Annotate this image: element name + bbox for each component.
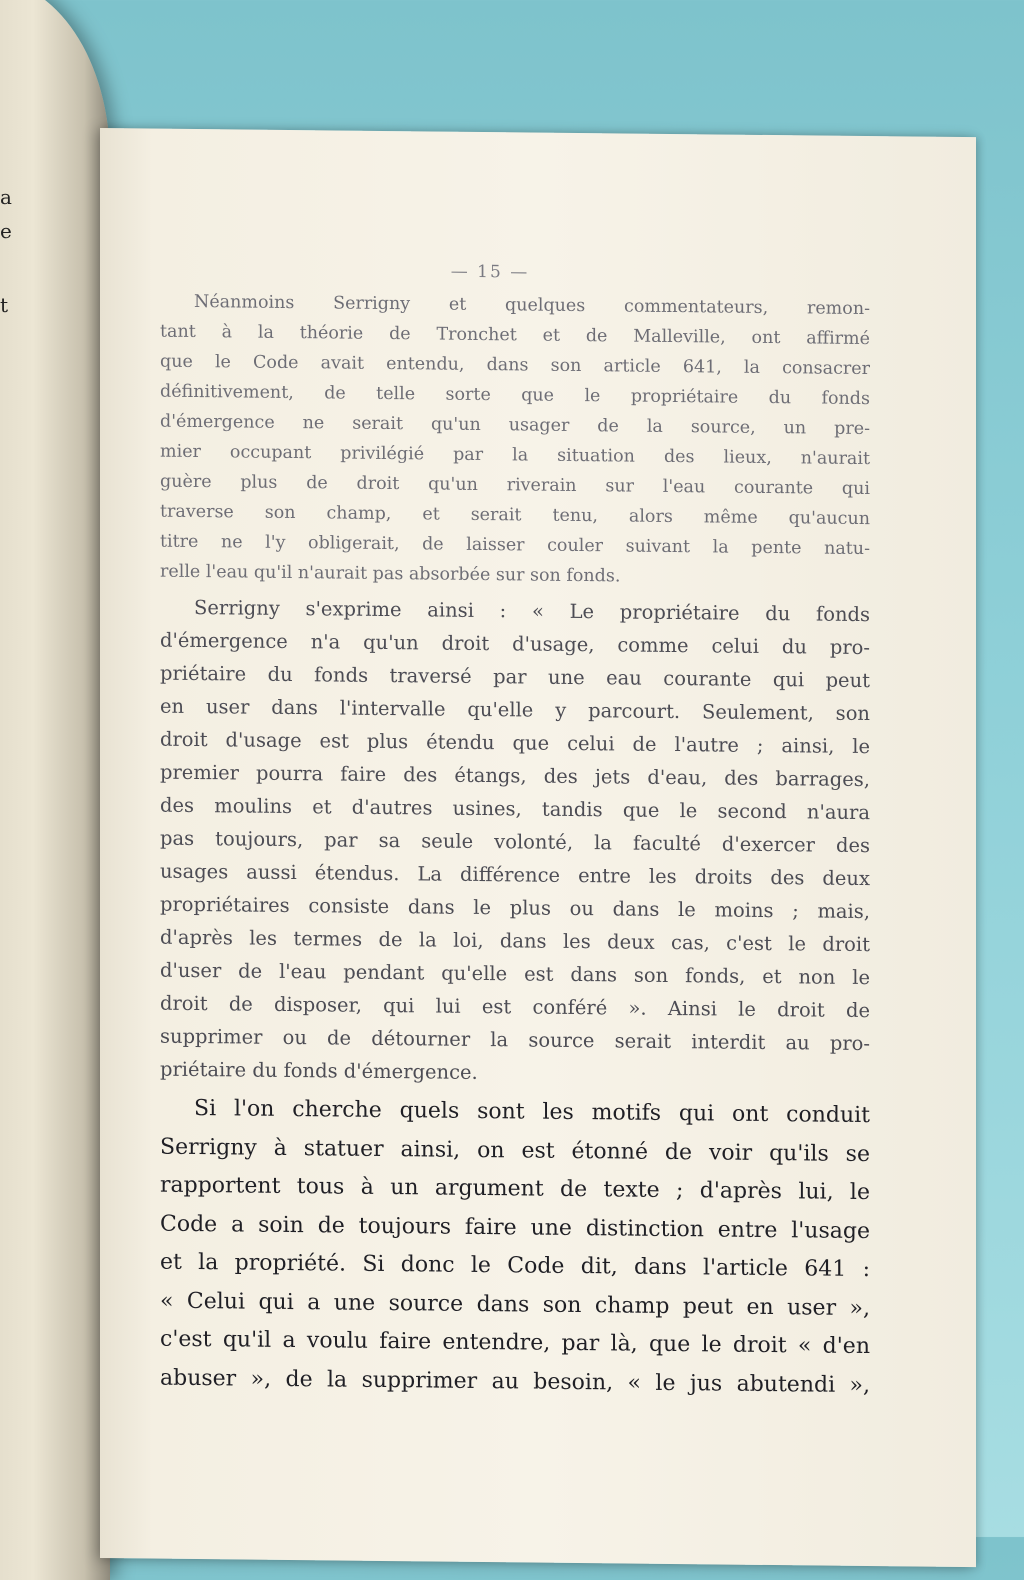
text-line: Néanmoins Serrigny et quelques commentateurs, remon-	[194, 291, 870, 320]
text-line: Code a soin de toujours faire une distinction entre l'usage	[160, 1211, 870, 1244]
text-line: d'user de l'eau pendant qu'elle est dans son fonds, et non le	[160, 958, 870, 990]
text-line: titre ne l'y obligerait, de laisser couler suivant la pente natu-	[160, 531, 870, 560]
text-line: d'après les termes de la loi, dans les deux cas, c'est le droit	[160, 925, 870, 957]
left-mark: a	[0, 185, 12, 209]
left-mark: e	[0, 219, 12, 243]
text-line: définitivement, de telle sorte que le propriétaire du fonds	[160, 381, 870, 410]
text-line: droit d'usage est plus étendu que celui de l'autre ; ainsi, le	[160, 727, 870, 759]
text-line: que le Code avait entendu, dans son article 641, la consacrer	[160, 351, 870, 380]
left-mark: t	[0, 293, 9, 317]
text-line: guère plus de droit qu'un riverain sur l'eau courante qui	[160, 471, 870, 500]
paragraph-3	[160, 1090, 870, 1405]
text-line: et la propriété. Si donc le Code dit, dans l'article 641 :	[160, 1249, 870, 1283]
text-line: tant à la théorie de Tronchet et de Malleville, ont affirmé	[160, 321, 870, 350]
left-page-edge	[0, 0, 110, 1580]
text-line: relle l'eau qu'il n'aurait pas absorbée sur son fonds.	[160, 561, 621, 587]
text-line: c'est qu'il a voulu faire entendre, par là, que le droit « d'en	[160, 1326, 870, 1360]
text-line: Serrigny s'exprime ainsi : « Le propriétaire du fonds	[194, 595, 870, 627]
left-page-margin-text	[0, 180, 14, 322]
text-line: Serrigny à statuer ainsi, on est étonné de voir qu'ils se	[160, 1134, 870, 1167]
page-number: — 15 —	[450, 261, 530, 283]
text-line: d'émergence n'a qu'un droit d'usage, comme celui du pro-	[160, 628, 870, 660]
text-line: d'émergence ne serait qu'un usager de la source, un pre-	[160, 411, 870, 440]
paragraph-2	[160, 591, 870, 1093]
text-line: supprimer ou de détourner la source serait interdit au pro-	[160, 1024, 870, 1056]
text-line: priétaire du fonds traversé par une eau courante qui peut	[160, 661, 870, 693]
book-page	[100, 128, 976, 1567]
text-line: pas toujours, par sa seule volonté, la faculté d'exercer des	[160, 826, 870, 858]
text-line: abuser », de la supprimer au besoin, « le jus abutendi »,	[160, 1365, 870, 1398]
text-line: Si l'on cherche quels sont les motifs qui ont conduit	[194, 1095, 870, 1129]
page-text	[160, 287, 870, 1405]
text-line: usages aussi étendus. La différence entre les droits des deux	[160, 859, 870, 891]
text-line: rapportent tous à un argument de texte ; d'après lui, le	[160, 1172, 870, 1206]
text-line: mier occupant privilégié par la situation des lieux, n'aurait	[160, 441, 870, 470]
text-line: des moulins et d'autres usines, tandis que le second n'aura	[160, 793, 870, 825]
text-line: propriétaires consiste dans le plus ou dans le moins ; mais,	[160, 892, 870, 924]
text-line: en user dans l'intervalle qu'elle y parcourt. Seulement, son	[160, 694, 870, 726]
text-line: premier pourra faire des étangs, des jets d'eau, des barrages,	[160, 760, 870, 792]
text-line: priétaire du fonds d'émergence.	[160, 1057, 478, 1084]
text-line: droit de disposer, qui lui est conféré ». Ainsi le droit de	[160, 991, 870, 1023]
text-line: traverse son champ, et serait tenu, alors même qu'aucun	[160, 501, 870, 530]
text-line: « Celui qui a une source dans son champ peut en user »,	[160, 1288, 870, 1321]
paragraph-1	[160, 287, 870, 594]
